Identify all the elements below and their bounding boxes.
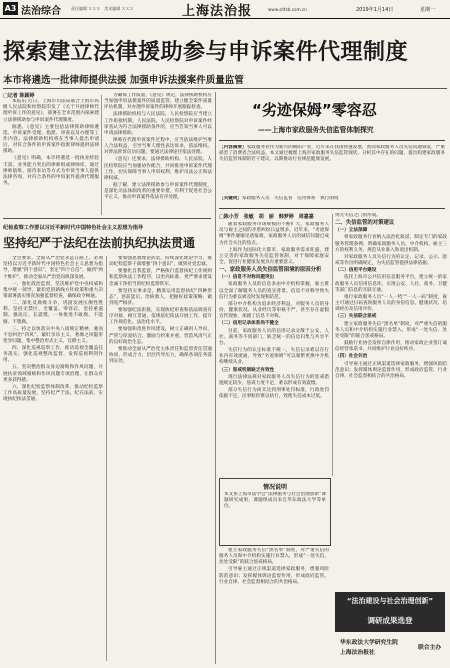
feature-paragraph: 家政服务人员的信息多由中介机构掌握，雇主难以全面了解服务人员的真实背景，信息不对称导致失信行为难以被及时发现和防范。 — [219, 282, 329, 300]
story-paragraph: 二、深化反腐败斗争，巩固发展压倒性胜利。坚持无禁区、全覆盖、零容忍，坚持重遏制、强高压、长震慑，一体推进不敢腐、不能腐、不想腐。 — [3, 301, 103, 325]
website: www.shfzb.com.cn — [268, 7, 307, 12]
story-paragraph: 六、深化纪检监察体制改革，推动纪检监察工作高质量发展，坚持纪严于法、纪在法前，实现执纪执法贯通。 — [3, 384, 103, 403]
subsection-heading: （一）信息不对称问题突出 — [219, 275, 275, 281]
feature-abstract-box — [219, 140, 445, 209]
feature-paragraph: 建立家政服务失信“黑名单”制度，对严重失信的服务人员和中介机构实施行业禁入，形成“一处失信、处处受限”的联合惩戒格局。 — [219, 548, 329, 566]
feature-paragraph: 引导雇主通过正规渠道选择家政服务，增强风险防范意识；发挥媒体舆论监督作用，形成政府监管、行业自律、社会监督相结合的共治格局。 — [335, 361, 447, 380]
feature-paragraph: 部分失信行为尚未达到刑事处罚标准，行政处罚依据不足，民事赔偿难以执行，致使失信成本过低。 — [219, 388, 329, 400]
feature-paragraph: 将家政服务行业纳入法治化轨道，制定专门的家政服务管理条例，明确家政服务人员、中介机构、雇主三方的权利义务，规范从业准入和退出机制。 — [335, 235, 447, 253]
issue-weekday: 星期一 — [420, 7, 436, 13]
sponsor-1: 华东政法大学研究生院 — [340, 640, 398, 646]
feature-col1-lower — [219, 548, 329, 664]
section-letter-badge: A3 — [4, 4, 17, 13]
lead-body-col1 — [3, 99, 99, 214]
section-heading: 一、家政服务人员失信监管困境的原因分析 — [219, 267, 322, 274]
feature-byline: □陈小芳 张敏 胡 丽 韩梦婷 周嘉嘉 — [219, 214, 314, 220]
abstract-label: ［内容摘要］ — [219, 145, 247, 150]
feature-col2 — [335, 213, 447, 588]
editor-line: 责任编辑 ＸＸＸ 美术编辑 ＸＸＸ — [71, 6, 134, 11]
story-paragraph: 要推动全面从严治党主体责任和监督责任贯通协同，形成合力，层层传导压力，确保各项任务落到实处。 — [109, 346, 212, 365]
info-box — [219, 478, 331, 546]
lead-byline: □记者 陈颖婷 — [3, 93, 35, 99]
lead-headline: 探索建立法律援助参与申诉案件代理制度 — [3, 40, 409, 65]
lead-paragraph: 《意见》明确，本市将遴选一批执业经验丰富、业务能力突出的律师组成律师库，通过律师值班、接待来访等方式为申诉当事人提供法律咨询，对符合条件的申诉案件提供代理服务。 — [3, 156, 99, 187]
page-header — [0, 0, 450, 19]
subsection-heading: （一）立法保障 — [335, 228, 368, 234]
left-story-col2 — [109, 256, 212, 664]
lead-paragraph: 律师在代理申诉案件过程中，应当依法维护当事人合法权益，引导当事人理性表达诉求，依法维权。对涉法涉诉信访问题，要通过法律途径依法处理。 — [104, 138, 212, 156]
lead-paragraph: 《意见》还要求，法律援助机构、人民法院、人民检察院应当加强协作配合，共同推进申诉案件代理工作，切实保障当事人申诉权利，维护司法公正和法律权威。 — [104, 157, 212, 182]
feature-paragraph: 失信行为的认定标准不统一，失信记录难以在行业内有效流通，导致“劣迹保姆”可以频繁更换中介机构继续从业。 — [219, 348, 329, 366]
feature-subhead: ——上海市家政服务失信监管体制探究 — [258, 126, 374, 134]
feature-headline: “劣迹保姆”零容忍 — [252, 101, 377, 119]
section-name: 法治综合 — [21, 6, 61, 17]
section-heading: 二、失信监管的对策建议 — [335, 220, 395, 227]
sponsor-label: 联合主办 — [418, 645, 442, 651]
keywords-label: ［关键词］ — [219, 196, 242, 201]
lead-paragraph: 法律援助机构与人民法院、人民检察院应当建立工作衔接机制，人民法院、人民检察院对申诉案件经审查认为符合法律援助条件的，应当告知当事人可以申请法律援助。 — [104, 112, 212, 137]
subsection-heading: （三）失信联合惩戒 — [335, 314, 377, 320]
feature-paragraph: 上海作为国际化大都市，家政服务需求旺盛，建立完善的家政服务失信监管体制，对于保障家庭安全、促进行业健康发展具有重要意义。 — [219, 247, 329, 266]
lead-divider — [3, 88, 447, 89]
feature-paragraph: 推行家政服务人员“一人一档”“一人一码”制度，雇主可通过扫码查询服务人员的身份信息、健康状况、培训经历及信用评价。 — [335, 294, 447, 313]
story-paragraph: 要加强和改进作风建设，树立正确用人导向，严管与厚爱结合、激励与约束并重，营造风清气正的良好政治生态。 — [109, 327, 212, 345]
story-paragraph: 五、坚决整治群众身边腐败和作风问题，开展扶贫领域腐败和作风问题专项治理，让群众有更多获得感。 — [3, 365, 103, 383]
story-paragraph: 要强化自我监督，严格执行监督执纪工作规则和监察执法工作程序，以更高标准、更严要求建设忠诚干净担当的纪检监察铁军。 — [109, 269, 212, 287]
feature-paragraph: 现行法律法规对家政服务人员失信行为的惩戒措施规定较少，惩戒力度不足，难以形成有效震慑。 — [219, 374, 329, 387]
banner-subtitle: 调研成果选登 — [367, 616, 413, 625]
masthead-logo: 上海法治报 — [182, 4, 253, 19]
left-story-col1 — [3, 256, 103, 664]
lead-paragraph: 本报讯 近日，上海市司法局联合上海市高级人民法院和检察院印发了《关于开展律师代理申诉工作的意见》，部署在全市范围内探索建立法律援助参与申诉案件代理制度。 — [3, 99, 99, 123]
feature-paragraph: 对家政服务人员失信行为的认定、记录、公示、惩戒等作出明确规定，为失信监管提供法律依据。 — [335, 254, 447, 267]
story-paragraph: 四、深化巡视巡察工作，推动巡视全覆盖任务落实，强化巡视整改监督，发挥巡视利剑作用。 — [3, 346, 103, 364]
feature-paragraph: 引导雇主通过正规渠道选择家政服务，增强风险防范意识；发挥媒体舆论监督作用，形成政府监管、行业自律、社会监督相结合的共治格局。 — [219, 567, 329, 585]
feature-col1 — [219, 222, 329, 474]
banner-title: “法治建设与社会治理创新” — [346, 597, 434, 605]
sponsor-2: 上海法治报社 — [340, 650, 375, 656]
lead-paragraph: 据了解，建立法律援助参与申诉案件代理制度，是深化司法体制改革的重要举措，有利于促进社会公平正义，推动申诉案件依法有序处理。 — [104, 183, 212, 201]
lead-paragraph: 据悉，《意见》主要包括法律援助律师遴选、申诉案件受理、指派、审查以及办理等工作内容。法律援助机构将在当事人提出申请后，对符合条件的申诉案件指派律师提供法律援助。 — [3, 124, 99, 155]
feature-paragraph: 部分中介机构为追求经济利益，对服务人员的身份、健康状况、从业经历等审核不严，甚至存在虚假宣传现象，加剧了信息不对称。 — [219, 301, 329, 320]
story-paragraph: 三、持之以恒落实中央八项规定精神，驰而不息纠治“四风”。紧盯享乐主义、奢靡之风隐形变异问题，集中整治形式主义、官僚主义。 — [3, 326, 103, 345]
column-banner — [335, 592, 445, 632]
abstract-text: 家政服务业作为新兴的朝阳产业，近年来在我国快速发展，然而家政服务人员失信问题频发，严重损害了消费者合法权益。本文通过梳理上海市家政服务失信监管现状，分析其中存在的问题，提出构建家政服务失信监管体制的若干建议，以期推动行业规范健康发展。 — [219, 145, 445, 163]
subsection-heading: （四）社会共治 — [335, 354, 368, 360]
story-paragraph: 全会要求，全面从严治党永远在路上。必须坚持以习近平新时代中国特色社会主义思想为指导，增强“四个意识”，坚定“四个自信”，做到“两个维护”，推动全面从严治党向纵深发展。 — [3, 256, 103, 280]
lead-body-col2 — [104, 93, 212, 215]
lead-paragraph: 为确保工作质量，《意见》规定，法律援助机构应当加强申诉法援案件的质量监管，建立健全案件质量评估机制，对办理申诉案件的律师开展跟踪检查。 — [104, 93, 212, 111]
keywords-text: 家政服务人员 失信监管 信用体系 执行困境 — [241, 196, 339, 201]
feature-paragraph: 随着家政服务市场规模的不断扩大，家政服务人员与雇主之间的矛盾纠纷日益增多。近年来，“劣迹保姆”事件屡屡见诸报端，家政服务人员的诚信问题已成为社会关注的焦点。 — [219, 222, 329, 246]
story-paragraph: 要坚持实事求是，精准运用监督执纪“四种形态”，惩前毖后、治病救人，把握好政策策略，做到宽严相济。 — [109, 288, 212, 307]
info-title: 情况说明 — [262, 484, 287, 491]
subsection-heading: （二）信用平台建设 — [335, 268, 377, 274]
feature-paragraph: 鼓励行业协会发挥自律作用，推动家政企业签订诚信经营承诺书，共同维护行业良好秩序。 — [335, 341, 447, 353]
feature-paragraph: 则无失信之门的形成。 — [335, 213, 381, 218]
issue-date: 2019年1月14日 — [356, 7, 394, 13]
feature-paragraph: 建立家政服务失信“黑名单”制度，对严重失信的服务人员和中介机构实施行业禁入，形成“一处失信、处处受限”的联合惩戒格局。 — [335, 321, 447, 340]
subsection-heading: （三）惩戒机制缺乏有效性 — [219, 367, 275, 373]
feature-paragraph: 依托上海市公共信用信息服务平台，建立统一的家政服务人员信用信息库，实现公安、人社、商务、卫健等部门信息的互联互通。 — [335, 275, 447, 293]
subsection-heading: （二）信用记录体系尚不健全 — [219, 321, 279, 327]
lead-subhead: 本市将遴选一批律师提供法援 加强申诉法援案件质量监管 — [3, 75, 244, 86]
left-story-headline: 坚持纪严于法纪在法前执纪执法贯通 — [3, 236, 196, 250]
feature-paragraph: 目前，家政服务人员的信用记录分散于公安、人社、商务等不同部门，缺乏统一的信息归集与共享平台。 — [219, 328, 329, 347]
story-paragraph: 要加强纪法衔接，实现执纪审查和依法调查有序对接、相互贯通，依规依纪依法开展工作，提升工作规范化、法治化水平。 — [109, 308, 212, 326]
story-paragraph: 一、强化政治监督，坚决维护党中央权威和集中统一领导。紧扣党的路线方针政策和重大决策部署落实情况加强监督检查，确保政令畅通。 — [3, 281, 103, 300]
left-story-kicker: 纪检监察工作要以习近平新时代中国特色社会主义思想为指导 — [3, 225, 144, 231]
info-body: 本文系上海市法学会“法律服务与社会治理创新”课题研究成果，课题组成员来自华东政法大学等单位。 — [224, 492, 326, 510]
story-paragraph: 要加强思想理论武装，持续深化理论学习，推动纪检监察干部增强“四个意识”，做到对党忠诚。 — [109, 256, 212, 268]
